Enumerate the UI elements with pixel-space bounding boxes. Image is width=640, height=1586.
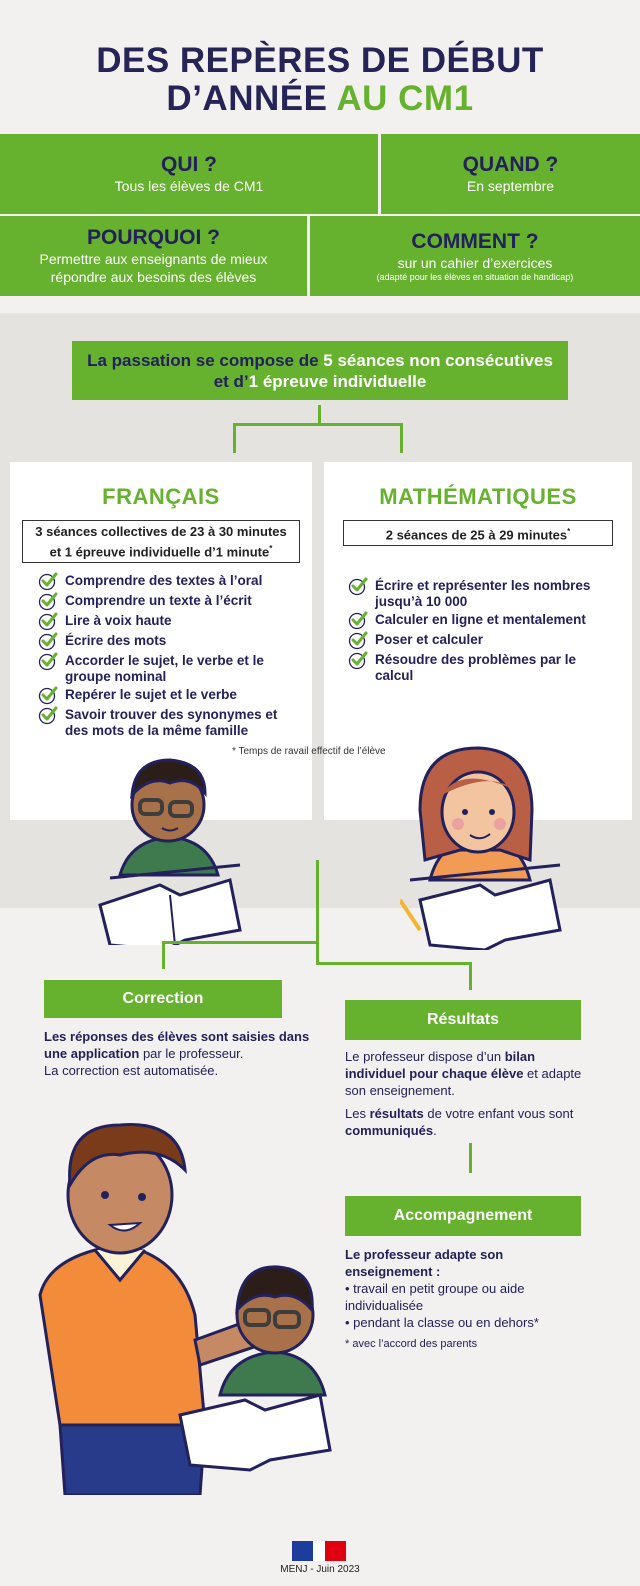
connector-line <box>316 860 319 965</box>
check-icon <box>348 630 368 650</box>
passation-text-4: 1 épreuve individuelle <box>248 372 427 391</box>
check-icon <box>38 571 58 591</box>
resultats-text <box>345 1048 585 1145</box>
list-item <box>38 633 312 651</box>
francais-duration-1: 3 séances collectives de 23 à 30 minutes <box>35 524 287 539</box>
passation-text-2: 5 séances non consécutives <box>323 351 553 370</box>
passation-box <box>72 341 568 400</box>
connector-line <box>162 941 318 944</box>
list-item <box>348 612 632 630</box>
item-label: Résoudre des problèmes par le calcul <box>375 652 577 684</box>
resultats-p2-d: communiqués <box>345 1123 434 1138</box>
resultats-p1-a: Le professeur dispose d’un <box>345 1049 505 1064</box>
item-label: Écrire et représenter les nombres jusqu’à 10 000 <box>375 578 591 610</box>
item-label: Calculer en ligne et mentalement <box>375 612 586 628</box>
pourquoi-text-1: Permettre aux enseignants de mieux <box>39 251 268 267</box>
resultats-p2-e: . <box>433 1123 437 1138</box>
qui-text: Tous les élèves de CM1 <box>114 178 264 194</box>
passation-text-1: La passation se compose de <box>87 351 324 370</box>
check-icon <box>38 705 58 725</box>
connector-line <box>318 405 321 425</box>
connector-line <box>400 423 403 453</box>
comment-text: sur un cahier d’exercices <box>397 254 553 271</box>
pourquoi-heading: POURQUOI ? <box>86 226 220 249</box>
accompagnement-header: Accompagnement <box>345 1196 581 1236</box>
title-line-2 <box>0 80 640 118</box>
item-label: Repérer le sujet et le verbe <box>65 687 237 703</box>
item-label: Accorder le sujet, le verbe et le groupe nominal <box>65 653 264 685</box>
quand-cell <box>381 134 640 214</box>
list-item <box>348 632 632 650</box>
check-icon <box>38 611 58 631</box>
connector-line <box>316 962 472 965</box>
pourquoi-cell <box>0 216 307 296</box>
item-label: Comprendre un texte à l’écrit <box>65 593 252 609</box>
item-label: Savoir trouver des synonymes et des mots de la même famille <box>65 707 278 739</box>
correction-text <box>44 1028 314 1079</box>
list-item <box>348 652 578 684</box>
accompagnement-bullet: • travail en petit groupe ou aide individualisée <box>345 1281 525 1313</box>
pourquoi-text-2: répondre aux besoins des élèves <box>50 269 257 285</box>
title-prefix: D’ANNÉE <box>166 79 337 118</box>
correction-header: Correction <box>44 980 282 1018</box>
check-icon <box>38 685 58 705</box>
info-grid <box>0 134 640 298</box>
resultats-p1-b: bilan individuel pour chaque élève <box>345 1049 536 1081</box>
francais-duration-2: et 1 épreuve individuelle d’1 minute <box>49 544 270 560</box>
connector-line <box>162 941 165 969</box>
comment-note: (adapté pour les élèves en situation de handicap) <box>376 271 574 282</box>
list-item <box>38 573 312 591</box>
item-label: Écrire des mots <box>65 633 167 649</box>
connector-line <box>469 962 472 990</box>
connector-line <box>469 1143 472 1173</box>
check-icon <box>348 650 368 670</box>
list-item <box>38 707 300 739</box>
list-item <box>348 578 598 610</box>
passation-text-3: et d’ <box>213 372 249 391</box>
time-footnote: * Temps de ravail effectif de l’élève <box>232 746 386 757</box>
teacher-student-illustration <box>20 1115 340 1495</box>
correction-text-2: La correction est automatisée. <box>44 1063 219 1078</box>
title-line-1: DES REPÈRES DE DÉBUT <box>96 41 544 80</box>
resultats-p1-c: et adapte son enseignement. <box>345 1066 582 1098</box>
correction-text-1: par le professeur. <box>139 1046 244 1061</box>
resultats-header: Résultats <box>345 1000 581 1040</box>
maths-duration-text: 2 séances de 25 à 29 minutes <box>385 527 568 543</box>
resultats-p2-a: Les <box>345 1106 370 1121</box>
page-title <box>0 42 640 118</box>
item-label: Lire à voix haute <box>65 613 172 629</box>
francais-skill-list <box>38 573 312 739</box>
item-label: Poser et calculer <box>375 632 484 648</box>
check-icon <box>38 631 58 651</box>
accompagnement-text <box>345 1246 585 1353</box>
resultats-p2-c: de votre enfant vous sont <box>423 1106 574 1121</box>
maths-duration: 2 séances de 25 à 29 minutes* <box>343 520 613 546</box>
comment-heading: COMMENT ? <box>411 229 539 253</box>
list-item <box>38 653 268 685</box>
list-item <box>38 687 312 705</box>
resultats-p2-b: résultats <box>369 1106 424 1121</box>
accompagnement-note: * avec l’accord des parents <box>345 1338 478 1350</box>
connector-line <box>233 423 236 453</box>
title-accent: AU CM1 <box>336 79 474 118</box>
maths-skill-list <box>348 578 632 684</box>
accompagnement-lead: Le professeur adapte son enseignement : <box>345 1247 504 1279</box>
check-icon <box>38 651 58 671</box>
list-item <box>38 613 312 631</box>
correction-bold: Les réponses des élèves sont saisies dans une application <box>44 1029 310 1061</box>
student-boy-illustration <box>90 745 250 945</box>
quand-text: En septembre <box>466 178 555 194</box>
comment-cell <box>310 216 640 296</box>
credit-text: MENJ - Juin 2023 <box>280 1564 360 1575</box>
connector-line <box>233 423 403 426</box>
check-icon <box>38 591 58 611</box>
quand-heading: QUAND ? <box>462 153 559 176</box>
accompagnement-bullet: • pendant la classe ou en dehors* <box>345 1315 539 1330</box>
list-item <box>38 593 312 611</box>
maths-title: MATHÉMATIQUES <box>379 484 577 509</box>
item-label: Comprendre des textes à l’oral <box>65 573 263 589</box>
francais-title: FRANÇAIS <box>102 484 220 509</box>
qui-cell <box>0 134 378 214</box>
student-girl-illustration <box>400 740 570 950</box>
qui-heading: QUI ? <box>161 153 217 176</box>
check-icon <box>348 576 368 596</box>
check-icon <box>348 610 368 630</box>
francais-duration: 3 séances collectives de 23 à 30 minutes et 1 épreuve individuelle d’1 minute* <box>22 520 300 563</box>
republique-francaise-logo <box>292 1541 346 1561</box>
